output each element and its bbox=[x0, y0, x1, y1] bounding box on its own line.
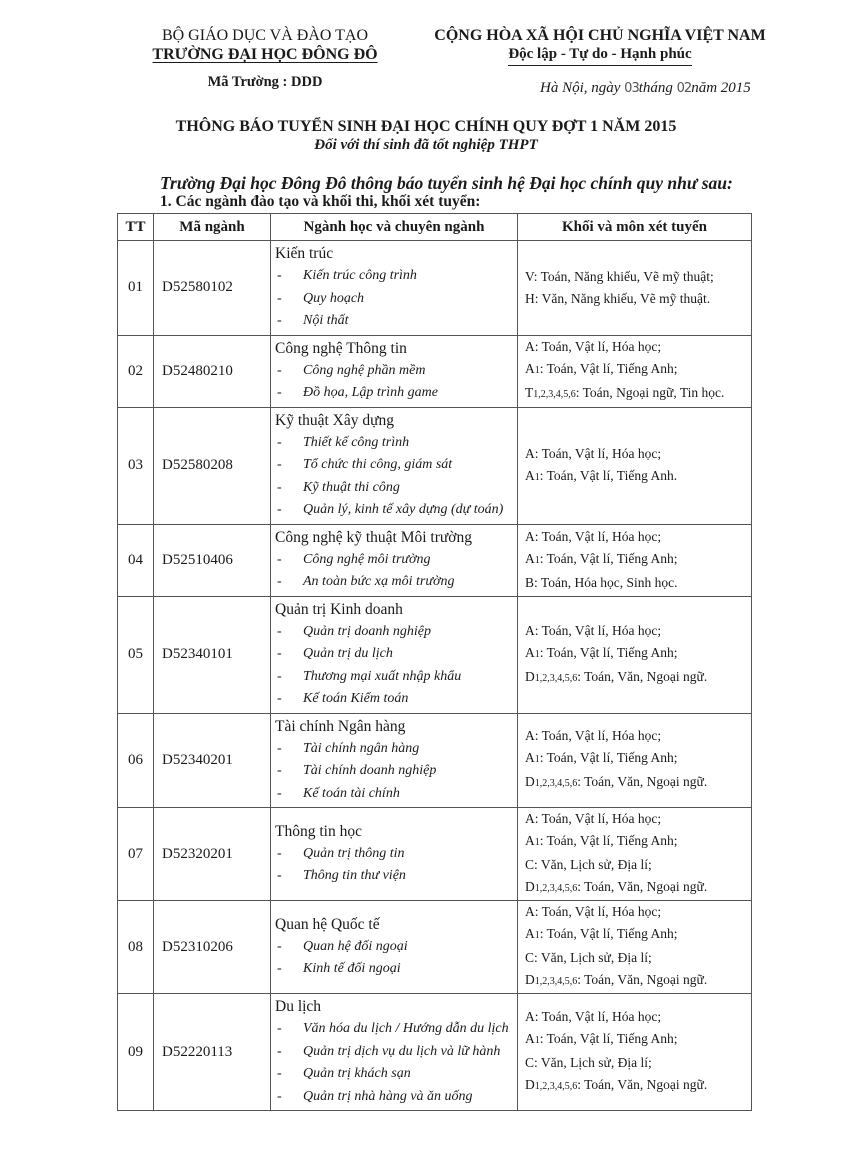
group-letter: A bbox=[525, 811, 535, 826]
specialization-item bbox=[275, 783, 517, 806]
specialization-item bbox=[275, 936, 517, 959]
table-row bbox=[118, 808, 752, 901]
major-name: Thông tin học bbox=[275, 822, 362, 840]
header-code: Mã ngành bbox=[154, 214, 271, 241]
major-name: Công nghệ Thông tin bbox=[275, 339, 407, 357]
major-cell bbox=[271, 596, 518, 713]
subject-group bbox=[525, 526, 751, 548]
group-letter: A bbox=[525, 622, 535, 638]
group-subjects: : Toán, Vật lí, Hóa học; bbox=[534, 728, 662, 744]
specialization-name: Tài chính ngân hàng bbox=[303, 740, 420, 756]
subject-group bbox=[525, 572, 751, 594]
group-index: 1 bbox=[534, 837, 540, 848]
row-number: 03 bbox=[118, 407, 154, 524]
specialization-name: Quản lý, kinh tế xây dựng (dự toán) bbox=[303, 502, 504, 517]
table-row bbox=[118, 596, 752, 713]
subject-group bbox=[525, 382, 751, 406]
group-letter: A bbox=[525, 904, 535, 919]
major-code: D52220113 bbox=[154, 994, 271, 1111]
major-name: Quan hệ Quốc tế bbox=[275, 915, 380, 933]
group-letter: A bbox=[525, 467, 535, 483]
header-subjects: Khối và môn xét tuyển bbox=[518, 214, 752, 241]
group-letter: H bbox=[525, 290, 535, 306]
specialization-item bbox=[275, 1041, 517, 1064]
bullet-dash-icon: - bbox=[277, 1088, 282, 1104]
specialization-item bbox=[275, 865, 517, 888]
subject-group bbox=[525, 358, 751, 382]
group-letter: A bbox=[525, 551, 535, 566]
group-letter: V bbox=[525, 268, 534, 284]
bullet-dash-icon: - bbox=[277, 740, 282, 756]
specialization-name: Kiến trúc công trình bbox=[303, 268, 417, 283]
specialization-item bbox=[275, 454, 517, 477]
major-code: D52580102 bbox=[154, 241, 271, 336]
subject-group bbox=[525, 642, 751, 666]
group-index: 1 bbox=[534, 471, 540, 483]
bullet-dash-icon: - bbox=[277, 668, 282, 684]
subjects-cell bbox=[518, 994, 752, 1111]
subject-group bbox=[525, 901, 751, 923]
group-subjects: : Toán, Văn, Ngoại ngữ. bbox=[577, 879, 708, 894]
specialization-item bbox=[275, 571, 517, 594]
document-subtitle: Đối với thí sinh đã tốt nghiệp THPT bbox=[314, 137, 538, 153]
group-letter: D bbox=[525, 774, 535, 790]
specialization-item bbox=[275, 310, 517, 333]
specialization-name: Nội thất bbox=[303, 313, 349, 328]
bullet-dash-icon: - bbox=[277, 385, 282, 400]
specialization-item bbox=[275, 643, 517, 666]
major-cell bbox=[271, 713, 518, 808]
row-number: 09 bbox=[118, 994, 154, 1111]
table-header-row bbox=[118, 214, 752, 241]
specialization-item bbox=[275, 1018, 517, 1041]
date-day-handwritten: 03 bbox=[624, 81, 639, 96]
subject-group bbox=[525, 854, 751, 876]
major-name: Kiến trúc bbox=[275, 245, 334, 262]
motto bbox=[390, 45, 810, 66]
group-index: 1 bbox=[534, 365, 540, 376]
bullet-dash-icon: - bbox=[277, 290, 282, 306]
specialization-name: Quản trị dịch vụ du lịch và lữ hành bbox=[303, 1043, 501, 1059]
subject-group bbox=[525, 465, 751, 489]
group-subjects: : Toán, Vật lí, Tiếng Anh; bbox=[539, 926, 678, 941]
bullet-dash-icon: - bbox=[277, 457, 282, 472]
table-row bbox=[118, 241, 752, 336]
group-subjects: : Toán, Văn, Ngoại ngữ. bbox=[577, 1077, 708, 1092]
group-subjects: : Toán, Vật lí, Tiếng Anh; bbox=[539, 361, 678, 376]
subject-group bbox=[525, 1074, 751, 1098]
table-row bbox=[118, 994, 752, 1111]
bullet-dash-icon: - bbox=[277, 574, 282, 589]
specialization-item bbox=[275, 360, 517, 383]
group-letter: A bbox=[525, 728, 535, 744]
specialization-item bbox=[275, 288, 517, 311]
specialization-item bbox=[275, 843, 517, 866]
specialization-name: Thương mại xuất nhập khẩu bbox=[303, 668, 462, 684]
bullet-dash-icon: - bbox=[277, 938, 282, 954]
group-index: 1 bbox=[534, 1035, 540, 1046]
row-number: 07 bbox=[118, 808, 154, 901]
group-letter: D bbox=[525, 668, 535, 684]
group-subjects: : Toán, Vật lí, Tiếng Anh; bbox=[539, 750, 678, 766]
bullet-dash-icon: - bbox=[277, 479, 282, 495]
group-index: 1,2,3,4,5,6 bbox=[534, 883, 578, 894]
major-code: D52580208 bbox=[154, 407, 271, 524]
group-letter: C bbox=[525, 1055, 535, 1070]
specialization-item bbox=[275, 1086, 517, 1109]
admission-table bbox=[117, 213, 752, 1111]
specialization-name: Thông tin thư viện bbox=[303, 868, 406, 883]
major-code: D52310206 bbox=[154, 901, 271, 994]
subject-group bbox=[525, 336, 751, 358]
major-cell bbox=[271, 407, 518, 524]
bullet-dash-icon: - bbox=[277, 502, 282, 517]
bullet-dash-icon: - bbox=[277, 691, 282, 706]
specialization-name: Đồ họa, Lập trình game bbox=[303, 385, 438, 400]
specialization-item bbox=[275, 477, 517, 500]
group-subjects: : Toán, Hóa học, Sinh học. bbox=[534, 575, 678, 590]
intro-paragraph: Trường Đại học Đông Đô thông báo tuyển sinh hệ Đại học chính quy như sau: bbox=[160, 173, 733, 193]
group-index: 1,2,3,4,5,6 bbox=[534, 672, 578, 684]
specialization-name: Văn hóa du lịch / Hướng dẫn du lịch bbox=[303, 1021, 509, 1036]
bullet-dash-icon: - bbox=[277, 551, 282, 567]
school-name: TRƯỜNG ĐẠI HỌC ĐÔNG ĐÔ bbox=[152, 46, 378, 63]
bullet-dash-icon: - bbox=[277, 763, 282, 778]
table-row bbox=[118, 713, 752, 808]
document-title: THÔNG BÁO TUYỂN SINH ĐẠI HỌC CHÍNH QUY ĐỢT 1 NĂM 2015 bbox=[175, 118, 677, 135]
table-row bbox=[118, 407, 752, 524]
subjects-cell bbox=[518, 808, 752, 901]
major-cell bbox=[271, 524, 518, 596]
subject-group bbox=[525, 969, 751, 993]
specialization-name: Tổ chức thi công, giám sát bbox=[303, 457, 453, 472]
issuer-block bbox=[130, 26, 400, 91]
group-subjects: : Toán, Vật lí, Tiếng Anh; bbox=[539, 833, 678, 848]
major-code: D52480210 bbox=[154, 335, 271, 407]
date-month-label: tháng bbox=[638, 80, 677, 96]
group-subjects: : Văn, Lịch sử, Địa lí; bbox=[534, 857, 652, 872]
group-subjects: : Toán, Vật lí, Tiếng Anh; bbox=[539, 1031, 678, 1046]
group-subjects: : Toán, Văn, Ngoại ngữ. bbox=[577, 668, 708, 684]
specialization-name: Quản trị du lịch bbox=[303, 646, 393, 661]
subject-group bbox=[525, 808, 751, 830]
group-subjects: : Toán, Vật lí, Tiếng Anh. bbox=[539, 467, 678, 483]
group-letter: C bbox=[525, 950, 535, 965]
bullet-dash-icon: - bbox=[277, 785, 282, 801]
specialization-name: Công nghệ phần mềm bbox=[303, 362, 426, 378]
group-subjects: : Văn, Lịch sử, Địa lí; bbox=[534, 950, 652, 965]
group-index: 1 bbox=[534, 555, 540, 566]
group-index: 1,2,3,4,5,6 bbox=[534, 976, 578, 987]
bullet-dash-icon: - bbox=[277, 623, 282, 639]
subjects-cell bbox=[518, 713, 752, 808]
subject-group bbox=[525, 288, 751, 310]
specialization-name: Thiết kế công trình bbox=[303, 434, 410, 450]
group-subjects: : Văn, Lịch sử, Địa lí; bbox=[534, 1055, 652, 1070]
group-index: 1,2,3,4,5,6 bbox=[534, 1081, 578, 1092]
specialization-name: Quản trị doanh nghiệp bbox=[303, 623, 431, 639]
subjects-cell bbox=[518, 524, 752, 596]
ministry-name: BỘ GIÁO DỤC VÀ ĐÀO TẠO bbox=[161, 27, 369, 44]
row-number: 05 bbox=[118, 596, 154, 713]
document-date bbox=[540, 80, 751, 97]
specialization-name: Quan hệ đối ngoại bbox=[303, 938, 408, 954]
subject-group bbox=[525, 830, 751, 854]
group-index: 1,2,3,4,5,6 bbox=[533, 389, 576, 400]
bullet-dash-icon: - bbox=[277, 1021, 282, 1036]
subject-group bbox=[525, 947, 751, 969]
bullet-dash-icon: - bbox=[277, 434, 282, 450]
date-prefix: Hà Nội, ngày bbox=[540, 80, 625, 96]
group-index: 1 bbox=[534, 648, 540, 660]
specialization-item bbox=[275, 265, 517, 288]
group-letter: A bbox=[525, 1009, 535, 1024]
subject-group bbox=[525, 1052, 751, 1074]
group-letter: A bbox=[525, 926, 535, 941]
subjects-cell bbox=[518, 335, 752, 407]
bullet-dash-icon: - bbox=[277, 1043, 282, 1059]
date-month-handwritten: 02 bbox=[676, 81, 692, 96]
group-subjects: : Toán, Vật lí, Hóa học; bbox=[534, 1009, 662, 1024]
subject-group bbox=[525, 443, 751, 465]
national-header bbox=[390, 26, 810, 66]
specialization-item bbox=[275, 958, 517, 981]
group-subjects: : Toán, Vật lí, Tiếng Anh; bbox=[539, 551, 678, 566]
group-letter: C bbox=[525, 857, 535, 872]
subject-group bbox=[525, 923, 751, 947]
table-row bbox=[118, 335, 752, 407]
specialization-item bbox=[275, 432, 517, 455]
motto-text: Độc lập - Tự do - Hạnh phúc bbox=[508, 45, 691, 66]
bullet-dash-icon: - bbox=[277, 313, 282, 328]
row-number: 01 bbox=[118, 241, 154, 336]
subject-group bbox=[525, 771, 751, 795]
group-letter: B bbox=[525, 575, 535, 590]
group-subjects: : Toán, Vật lí, Hóa học; bbox=[534, 445, 662, 461]
group-letter: D bbox=[525, 972, 535, 987]
major-cell bbox=[271, 808, 518, 901]
specialization-name: Kế toán Kiểm toán bbox=[303, 691, 409, 706]
specialization-name: Tài chính doanh nghiệp bbox=[303, 763, 437, 778]
group-subjects: : Toán, Vật lí, Hóa học; bbox=[534, 339, 662, 354]
group-index: 1 bbox=[534, 930, 540, 941]
specialization-name: Quản trị khách sạn bbox=[303, 1066, 411, 1081]
group-letter: A bbox=[525, 1031, 535, 1046]
group-letter: A bbox=[525, 529, 535, 544]
specialization-item bbox=[275, 549, 517, 572]
group-index: 1 bbox=[534, 754, 540, 766]
specialization-item bbox=[275, 666, 517, 689]
subjects-cell bbox=[518, 407, 752, 524]
subject-group bbox=[525, 1028, 751, 1052]
group-letter: A bbox=[525, 644, 535, 660]
specialization-item bbox=[275, 760, 517, 783]
header-major: Ngành học và chuyên ngành bbox=[271, 214, 518, 241]
major-cell bbox=[271, 901, 518, 994]
bullet-dash-icon: - bbox=[277, 362, 282, 378]
major-name: Quản trị Kinh doanh bbox=[275, 600, 403, 618]
subjects-cell bbox=[518, 241, 752, 336]
row-number: 08 bbox=[118, 901, 154, 994]
group-subjects: : Toán, Năng khiếu, Vẽ mỹ thuật; bbox=[533, 268, 714, 284]
specialization-name: Quy hoạch bbox=[303, 290, 365, 306]
specialization-name: Kinh tế đối ngoại bbox=[303, 961, 401, 976]
table-row bbox=[118, 901, 752, 994]
row-number: 06 bbox=[118, 713, 154, 808]
subject-group bbox=[525, 1006, 751, 1028]
bullet-dash-icon: - bbox=[277, 268, 282, 283]
subject-group bbox=[525, 266, 751, 288]
group-letter: A bbox=[525, 833, 535, 848]
bullet-dash-icon: - bbox=[277, 961, 282, 976]
specialization-item bbox=[275, 738, 517, 761]
row-number: 02 bbox=[118, 335, 154, 407]
major-name: Du lịch bbox=[275, 998, 322, 1015]
major-name: Công nghệ kỹ thuật Môi trường bbox=[275, 528, 472, 546]
bullet-dash-icon: - bbox=[277, 646, 282, 661]
subject-group bbox=[525, 876, 751, 900]
subjects-cell bbox=[518, 901, 752, 994]
major-code: D52340201 bbox=[154, 713, 271, 808]
header-tt: TT bbox=[118, 214, 154, 241]
major-cell bbox=[271, 335, 518, 407]
specialization-name: An toàn bức xạ môi trường bbox=[303, 574, 455, 589]
subject-group bbox=[525, 747, 751, 771]
major-name: Tài chính Ngân hàng bbox=[275, 717, 406, 735]
country-name: CỘNG HÒA XÃ HỘI CHỦ NGHĨA VIỆT NAM bbox=[434, 27, 766, 44]
group-subjects: : Toán, Văn, Ngoại ngữ. bbox=[577, 774, 708, 790]
specialization-name: Kỹ thuật thi công bbox=[303, 479, 400, 495]
group-subjects: : Toán, Văn, Ngoại ngữ. bbox=[577, 972, 708, 987]
group-letter: D bbox=[525, 1077, 535, 1092]
major-code: D52510406 bbox=[154, 524, 271, 596]
group-subjects: : Toán, Vật lí, Tiếng Anh; bbox=[539, 644, 678, 660]
school-code: Mã Trường : DDD bbox=[207, 74, 323, 90]
bullet-dash-icon: - bbox=[277, 845, 282, 861]
subject-group bbox=[525, 666, 751, 690]
subject-group bbox=[525, 725, 751, 747]
row-number: 04 bbox=[118, 524, 154, 596]
specialization-item bbox=[275, 621, 517, 644]
group-subjects: : Toán, Ngoại ngữ, Tin học. bbox=[575, 385, 725, 400]
major-cell bbox=[271, 241, 518, 336]
specialization-name: Quản trị nhà hàng và ăn uống bbox=[303, 1088, 473, 1104]
group-subjects: : Toán, Vật lí, Hóa học; bbox=[534, 811, 662, 826]
date-year: năm 2015 bbox=[691, 80, 751, 96]
subjects-cell bbox=[518, 596, 752, 713]
subject-group bbox=[525, 620, 751, 642]
group-index: 1,2,3,4,5,6 bbox=[534, 778, 578, 790]
bullet-dash-icon: - bbox=[277, 1066, 282, 1081]
specialization-name: Kế toán tài chính bbox=[303, 785, 400, 801]
table-body bbox=[118, 241, 752, 1111]
group-letter: A bbox=[525, 361, 535, 376]
group-subjects: : Toán, Vật lí, Hóa học; bbox=[534, 622, 662, 638]
subject-group bbox=[525, 548, 751, 572]
group-subjects: : Văn, Năng khiếu, Vẽ mỹ thuật. bbox=[534, 290, 711, 306]
table-row bbox=[118, 524, 752, 596]
specialization-name: Công nghệ môi trường bbox=[303, 551, 431, 567]
group-letter: D bbox=[525, 879, 535, 894]
specialization-item bbox=[275, 499, 517, 522]
major-code: D52320201 bbox=[154, 808, 271, 901]
specialization-item bbox=[275, 688, 517, 711]
specialization-item bbox=[275, 1063, 517, 1086]
group-subjects: : Toán, Vật lí, Hóa học; bbox=[534, 529, 662, 544]
group-letter: A bbox=[525, 339, 535, 354]
group-subjects: : Toán, Vật lí, Hóa học; bbox=[534, 904, 662, 919]
major-code: D52340101 bbox=[154, 596, 271, 713]
specialization-item bbox=[275, 382, 517, 405]
bullet-dash-icon: - bbox=[277, 868, 282, 883]
group-letter: A bbox=[525, 445, 535, 461]
section-heading-1: 1. Các ngành đào tạo và khối thi, khối xét tuyển: bbox=[160, 193, 481, 210]
specialization-name: Quản trị thông tin bbox=[303, 845, 405, 861]
major-cell bbox=[271, 994, 518, 1111]
group-letter: A bbox=[525, 750, 535, 766]
major-name: Kỹ thuật Xây dựng bbox=[275, 411, 395, 429]
group-letter: T bbox=[525, 385, 534, 400]
